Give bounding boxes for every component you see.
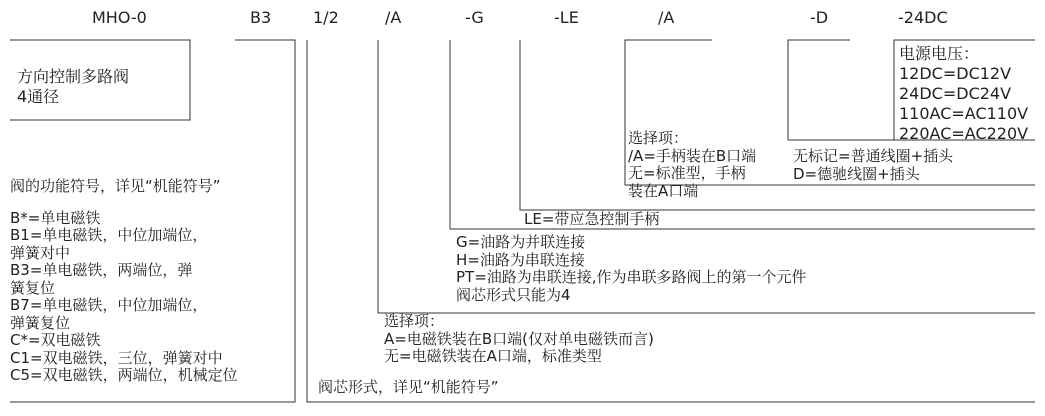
oil-path-line: H=油路为串联连接	[456, 250, 585, 269]
function-line: 弹簧对中	[10, 243, 71, 262]
function-symbol-options	[10, 178, 238, 385]
connector-line: 无标记=普通线圈+插头	[793, 147, 954, 165]
code-size: 1/2	[313, 8, 339, 27]
model-description	[17, 67, 129, 107]
lever-line: 选择项：	[628, 129, 689, 147]
code-function: B3	[250, 8, 272, 27]
code-model: MHO-0	[92, 8, 147, 27]
voltage-option: 12DC=DC12V	[899, 64, 1012, 83]
lever-line: 装在A口端	[628, 181, 699, 200]
code-voltage: -24DC	[898, 8, 948, 27]
oil-path-line: 阀芯形式只能为4	[456, 285, 571, 304]
solenoid-line: A=电磁铁装在B口端(仅对单电磁铁而言)	[384, 329, 654, 348]
function-line: C1=双电磁铁，三位，弹簧对中	[10, 348, 223, 367]
oil-path-options	[456, 234, 807, 304]
emergency-lever-text: LE=带应急控制手柄	[524, 210, 660, 228]
lever-line: /A=手柄装在B口端	[628, 146, 757, 165]
function-line: B*=单电磁铁	[10, 208, 101, 227]
function-line: B7=单电磁铁，中位加端位，	[10, 296, 208, 314]
connector-line: D=德驰线圈+插头	[793, 164, 920, 183]
voltage-option: 110AC=AC110V	[899, 104, 1029, 123]
solenoid-line: 无=电磁铁装在A口端，标准类型	[384, 347, 602, 365]
function-title: 阀的功能符号，详见“机能符号”	[10, 177, 221, 195]
code-lever: /A	[658, 8, 675, 27]
model-line-1: 方向控制多路阀	[17, 67, 130, 86]
code-connector: -D	[810, 8, 829, 27]
lever-options	[628, 130, 756, 200]
solenoid-options	[384, 313, 654, 366]
lever-line: 无=标准型，手柄	[628, 164, 746, 182]
function-line: B3=单电磁铁，两端位，弹	[10, 261, 193, 279]
voltage-option: 24DC=DC24V	[899, 84, 1012, 103]
voltage-heading: 电源电压：	[899, 44, 980, 63]
code-solenoid: /A	[385, 8, 402, 27]
code-oil-path: -G	[465, 8, 484, 27]
oil-path-line: PT=油路为串联连接,作为串联多路阀上的第一个元件	[456, 268, 807, 286]
function-line: C*=双电磁铁	[10, 331, 101, 349]
function-line: B1=单电磁铁，中位加端位，	[10, 226, 208, 244]
voltage-options	[899, 44, 1028, 144]
function-line: C5=双电磁铁，两端位，机械定位	[10, 366, 238, 384]
function-line: 弹簧复位	[10, 313, 71, 332]
spool-type-text: 阀芯形式，详见“机能符号”	[318, 378, 499, 396]
voltage-option: 220AC=AC220V	[899, 124, 1029, 143]
code-emergency: -LE	[554, 8, 579, 27]
model-line-2: 4通径	[17, 87, 60, 106]
oil-path-line: G=油路为并联连接	[456, 233, 586, 251]
connector-options	[793, 148, 953, 183]
function-line: 簧复位	[10, 278, 56, 297]
solenoid-line: 选择项：	[384, 312, 445, 330]
